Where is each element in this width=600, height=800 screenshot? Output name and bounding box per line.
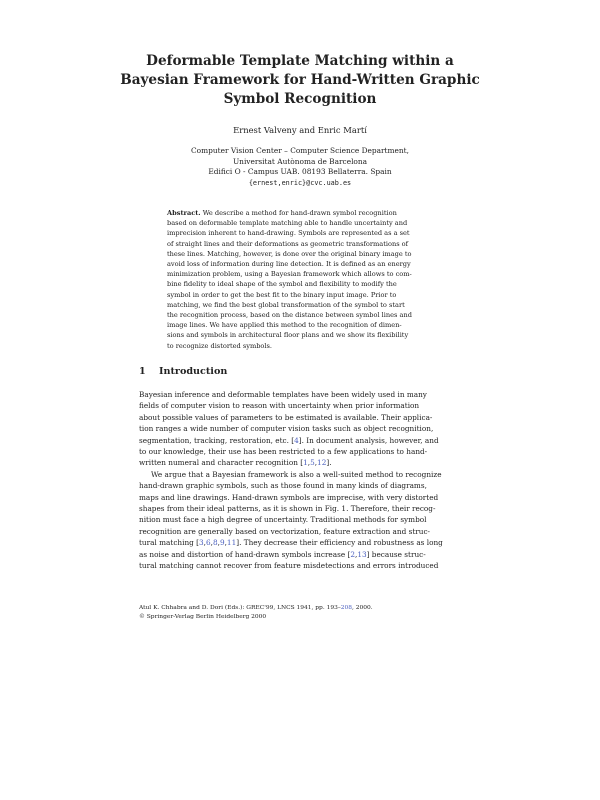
- body-line: about possible values of parameters to be estimated is available. Their applica-: [139, 412, 433, 422]
- publication-footer: [139, 604, 461, 621]
- citation-link[interactable]: 8: [212, 538, 218, 548]
- citation-link[interactable]: 4: [294, 435, 299, 445]
- abstract-line: these lines. Matching, however, is done over the original binary image to: [167, 249, 412, 258]
- section-heading: [139, 366, 227, 377]
- abstract-line: minimization problem, using a Bayesian framework which allows to com-: [167, 270, 412, 279]
- body-line: maps and line drawings. Hand-drawn symbols are imprecise, with very distorted: [139, 492, 439, 502]
- abstract-line: matching, we find the best global transformation of the symbol to start: [167, 300, 405, 309]
- text-fragment: ,: [217, 538, 220, 548]
- body-line: Bayesian inference and deformable templates have been widely used in many: [139, 390, 427, 399]
- affiliation-line: Edifici O - Campus UAB. 08193 Bellaterra. Spain: [208, 167, 392, 176]
- body-line: [139, 549, 461, 560]
- abstract-label: Abstract.: [167, 209, 201, 217]
- text-fragment: ,: [314, 458, 318, 468]
- text-fragment: ,: [210, 538, 213, 548]
- text-fragment: ]. In document analysis, however, and: [298, 435, 439, 445]
- text-fragment: Atul K. Chhabra and D. Dori (Eds.): GREC'99, LNCS 1941, pp. 193–: [139, 605, 341, 611]
- body-line: [139, 457, 461, 468]
- abstract-line: to recognize distorted symbols.: [167, 341, 272, 350]
- text-fragment: ,: [203, 538, 206, 548]
- abstract-text: We describe a method for hand-drawn symbol recognition: [200, 209, 397, 217]
- text-fragment: tural matching [: [139, 538, 199, 548]
- citation-link[interactable]: 12: [317, 458, 327, 468]
- body-line: to our knowledge, their use has been restricted to a few applications to hand-: [139, 447, 428, 457]
- abstract-line: imprecision inherent to hand-drawing. Symbols are represented as a set: [167, 229, 410, 238]
- section-number: 1: [139, 366, 146, 377]
- citation-link[interactable]: 5: [310, 458, 315, 468]
- footer-line: [139, 604, 461, 613]
- introduction-body: [139, 389, 461, 572]
- text-fragment: ,: [224, 538, 227, 548]
- text-fragment: written numeral and character recognition [: [139, 458, 304, 468]
- abstract-line: of straight lines and their deformations as geometric transformations of: [167, 239, 409, 248]
- title-line: Bayesian Framework for Hand-Written Graphic: [120, 72, 480, 88]
- citation-link[interactable]: 2: [350, 549, 355, 559]
- text-fragment: segmentation, tracking, restoration, etc. [: [139, 435, 295, 445]
- title-line: Symbol Recognition: [223, 91, 377, 107]
- text-fragment: , 2000.: [352, 605, 373, 611]
- abstract-line: the recognition process, based on the distance between symbol lines and: [167, 311, 412, 320]
- body-line: tion ranges a wide number of computer vision tasks such as object recognition,: [139, 424, 434, 434]
- citation-link[interactable]: 1: [303, 458, 308, 468]
- text-fragment: as noise and distortion of hand-drawn symbols increase [: [139, 549, 351, 559]
- paper-title: [100, 52, 500, 109]
- authors: Ernest Valveny and Enric Martí: [233, 125, 367, 135]
- citation-link[interactable]: 13: [357, 549, 367, 559]
- section-title: Introduction: [159, 366, 228, 377]
- abstract: [167, 208, 433, 351]
- abstract-line: bine fidelity to ideal shape of the symbol and flexibility to modify the: [167, 280, 397, 289]
- citation-link[interactable]: 9: [219, 538, 225, 548]
- citation-link[interactable]: 11: [226, 538, 237, 548]
- body-line: tural matching cannot recover from feature misdetections and errors introduced: [139, 561, 439, 571]
- abstract-line: sions and symbols in architectural floor plans and we show its flexibility: [167, 331, 409, 340]
- page-link[interactable]: 208: [340, 605, 353, 611]
- text-fragment: ]. They decrease their efficiency and robustness as long: [236, 538, 443, 548]
- text-fragment: ,: [355, 549, 358, 559]
- affiliation-line: Computer Vision Center – Computer Science Department,: [191, 146, 409, 155]
- text-fragment: ,: [307, 458, 311, 468]
- body-line: fields of computer vision to reason with uncertainty when prior information: [139, 401, 420, 411]
- body-line: nition must face a high degree of uncertainty. Traditional methods for symbol: [139, 515, 427, 525]
- citation-link[interactable]: 6: [205, 538, 211, 548]
- body-line: shapes from their ideal patterns, as it is shown in Fig. 1. Therefore, their recog-: [139, 504, 436, 514]
- copyright-line: © Springer-Verlag Berlin Heidelberg 2000: [139, 613, 267, 620]
- abstract-line: image lines. We have applied this method to the recognition of dimen-: [167, 321, 402, 330]
- abstract-line: [167, 208, 433, 218]
- body-line: [139, 537, 461, 548]
- text-fragment: ].: [326, 458, 332, 468]
- body-line: recognition are generally based on vectorization, feature extraction and struc-: [139, 526, 431, 536]
- author-email: {ernest,enric}@cvc.uab.es: [248, 178, 352, 187]
- body-line: We argue that a Bayesian framework is also a well-suited method to recognize: [151, 469, 442, 479]
- title-line: Deformable Template Matching within a: [146, 53, 454, 69]
- body-line: [139, 435, 461, 446]
- citation-link[interactable]: 3: [198, 538, 204, 548]
- abstract-line: based on deformable template matching able to handle uncertainty and: [167, 219, 408, 228]
- body-line: hand-drawn graphic symbols, such as those found in many kinds of diagrams,: [139, 481, 427, 491]
- text-fragment: ] because struc-: [366, 549, 426, 559]
- affiliation-line: Universitat Autònoma de Barcelona: [232, 156, 368, 166]
- abstract-line: symbol in order to get the best fit to the binary input image. Prior to: [167, 290, 397, 299]
- affiliation: [120, 146, 480, 188]
- abstract-line: avoid loss of information during line detection. It is defined as an energy: [167, 260, 411, 269]
